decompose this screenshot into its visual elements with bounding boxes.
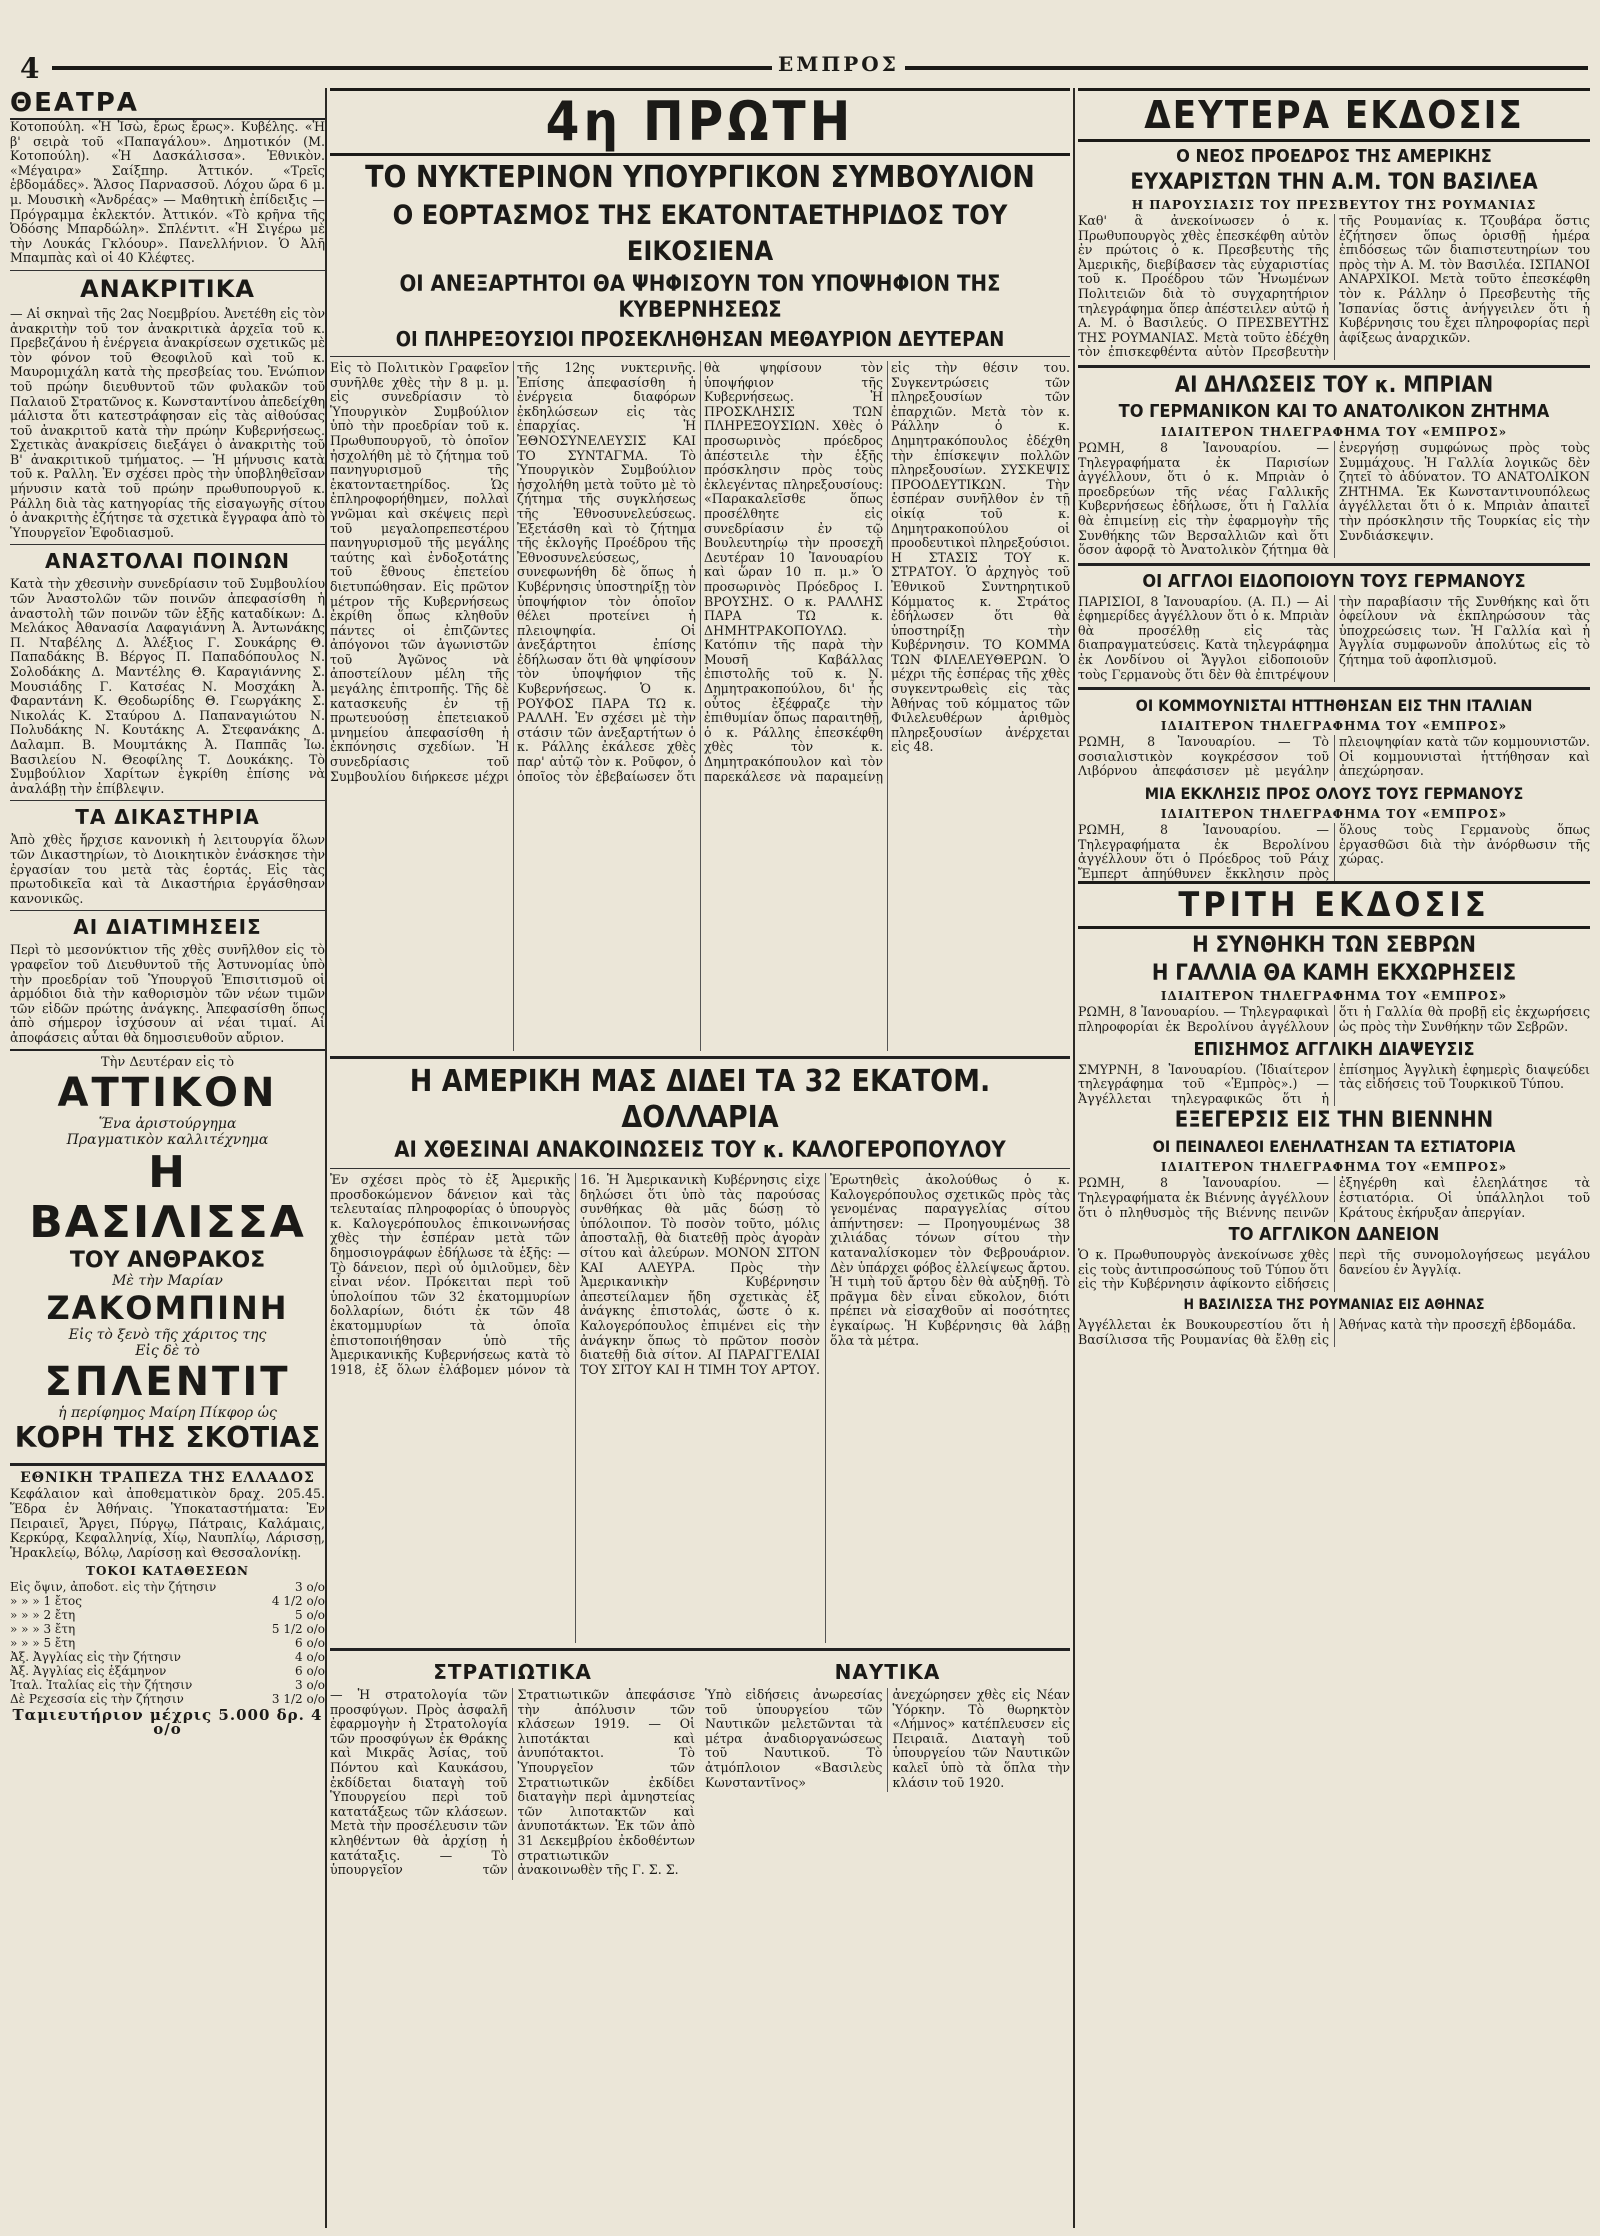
telegram-byline: ΙΔΙΑΙΤΕΡΟΝ ΤΗΛΕΓΡΑΦΗΜΑ ΤΟΥ «ΕΜΠΡΟΣ»	[1160, 719, 1508, 734]
story-body	[1078, 1248, 1590, 1292]
bottom-sections	[330, 1656, 1070, 1880]
theatre-heading: ΘΕΑΤΡΑ	[10, 88, 325, 120]
naval-body	[705, 1688, 1070, 1792]
telegram-byline: ΙΔΙΑΙΤΕΡΟΝ ΤΗΛΕΓΡΑΦΗΜΑ ΤΟΥ «ΕΜΠΡΟΣ»	[1160, 1160, 1508, 1175]
story-text: Ἀγγέλλεται ἐκ Βουκουρεστίου ὅτι ἡ Βασίλισσα τῆς Ρουμανίας θὰ ἔλθῃ εἰς Ἀθήνας κατὰ τὴν προσεχῆ ἑβδομάδα.	[1078, 1316, 1577, 1347]
military-heading: ΣΤΡΑΤΙΩΤΙΚΑ	[433, 1660, 592, 1684]
rate-value: 4 1/2 ο/ο	[271, 1594, 325, 1609]
rates-list	[10, 1580, 325, 1706]
anakritika-text: — Αἱ σκηναὶ τῆς 2ας Νοεμβρίου. Ἀνετέθη εἰς τὸν ἀνακριτὴν τοῦ τον ἀνακριτικὰ ἀρχεῖα τοῦ κ. Πρεβεζάνου ἡ ἐνέργεια ἀνακρίσεων σχετικῶς μὲ τὸν φόνον τοῦ Θεοφιλοῦ καὶ τοῦ κ. Μαυρομιχάλη κατὰ τὴς πρεσβείας του. Ἐνώπιον τοῦ πρώην διευθυντοῦ τῶν φυλακῶν τοῦ Παλαιοῦ Στρατῶνος κ. Κωνσταντίνου ἀπεδείχθη μάλιστα ὅτι κατεστράφησαν εἰς τὰς αἰθούσας τοῦ ἀνακριτοῦ κατὰ τὴν πρώην Κυβερνήσεως. Σχετικὰς ἀνακρίσεις διεξάγει ὁ ἀνακριτὴς τοῦ Β' ἀνακριτικοῦ τμήματος. — Ἡ μήνυσις κατὰ τοῦ κ. Ραλλη. Ἐν σχέσει πρὸς τὴν ὑποβληθεῖσαν μήνυσιν κατὰ τοῦ πρώην πρωθυπουργοῦ κ. Ράλλη διὰ τὰς κατηγορίας τῆς εἰσαγωγῆς σίτου ὁ ἀνακριτὴς ἐζήτησε τὰ σχετικὰ ἔγγραφα ἀπὸ τὸ Ὑπουργεῖον Ἐφοδιασμοῦ.	[10, 305, 325, 540]
paper-title: ΕΜΠΡΟΣ	[772, 52, 905, 76]
telegram-byline: ΙΔΙΑΙΤΕΡΟΝ ΤΗΛΕΓΡΑΦΗΜΑ ΤΟΥ «ΕΜΠΡΟΣ»	[1160, 807, 1508, 822]
headline: ΜΙΑ ΕΚΚΛΗΣΙΣ ΠΡΟΣ ΟΛΟΥΣ ΤΟΥΣ ΓΕΡΜΑΝΟΥΣ	[1144, 784, 1524, 804]
naval-heading: ΝΑΥΤΙΚΑ	[834, 1660, 941, 1684]
bank-title: ΕΘΝΙΚΗ ΤΡΑΠΕΖΑ ΤΗΣ ΕΛΛΑΔΟΣ	[20, 1470, 315, 1487]
column-divider	[325, 88, 327, 2228]
ad-line: Εἰς δὲ τὸ	[135, 1343, 200, 1360]
headline: ΕΠΙΣΗΜΟΣ ΑΓΓΛΙΚΗ ΔΙΑΨΕΥΣΙΣ	[1193, 1038, 1475, 1060]
cinema-advertisement	[10, 1049, 325, 1458]
ad-line: ἡ περίφημος Μαίρη Πίκφορ ὡς	[58, 1405, 277, 1422]
story-body	[1078, 1318, 1590, 1347]
headline: Ο ΝΕΟΣ ΠΡΟΕΔΡΟΣ ΤΗΣ ΑΜΕΡΙΚΗΣ	[1176, 146, 1492, 167]
story-text: ΡΩΜΗ, 8 Ἰανουαρίου. — Τηλεγραφήματα ἐκ Βιέννης ἀγγέλλουν ὅτι ὁ πληθυσμὸς τῆς Βιέννης πεινῶν ἐξηγέρθη καὶ ἐλεηλάτησε τὰ ἑστιατόρια. Οἱ ὑπάλληλοι τοῦ Κράτους ἐκήρυξαν ἀπεργίαν.	[1078, 1175, 1590, 1220]
anastoli-text: Κατὰ τὴν χθεσινὴν συνεδρίασιν τοῦ Συμβουλίου τῶν Ἀναστολῶν τῶν ποινῶν ἀπεφασίσθη ἡ ἀναστολὴ τῶν ποινῶν τῶν ἑξῆς καταδίκων: Δ. Μελάκος Ἀθανασία Λαφαγιάννη Ἀ. Ἀντωνάκης Π. Νταβέλης Δ. Ἀλέξιος Γ. Σουκάρης Θ. Παπαδάκης Β. Βέργος Π. Παπαδόπουλος Ν. Σολοδάκης Δ. Μαντέλης Θ. Καραγιάννης Σ. Μουσιάδης Γ. Κατσέας Ν. Μοσχάκη Ἀ. Φαραντάνη Κ. Θεοδωρίδης Θ. Γεωργάκης Σ. Νικολάς Κ. Σταύρου Δ. Παπαναγιώτου Ν. Πολυδάκης Ν. Κουτάκης Α. Στεφανάκης Δ. Δαλαμπ. Β. Μουμτάκης Ἀ. Παππᾶς Ἰω. Βασιλείου Ν. Θεοφίλης Τ. Δουκάκης. Τὸ Συμβούλιον Χαρίτων ἐγκρίθη ἐπίσης νὰ ἀναλάβῃ τὴν ἐπίβλεψιν.	[10, 576, 325, 796]
rate-label: » » » 1 ἔτος	[10, 1594, 82, 1609]
ad-line: Μὲ τὴν Μαρίαν	[112, 1273, 223, 1290]
military-text: — Ἡ στρατολογία τῶν προσφύγων. Πρὸς ἀσφαλῆ ἐφαρμογὴν ἡ Στρατολογία τῶν προσφύγων ἐκ Θράκης καὶ Μικρᾶς Ἀσίας, τοῦ Πόντου καὶ Καυκάσου, ἐκδίδεται διαταγὴ τοῦ Ὑπουργείου περὶ τοῦ κατατάξεως τῶν κλάσεων. Μετὰ τὴν προσέλευσιν τῶν κληθέντων θὰ ἀρχίσῃ ἡ κατάταξις. — Τὸ ὑπουργεῖον τῶν Στρατιωτικῶν ἀπεφάσισε τὴν ἀπόλυσιν τῶν κλάσεων 1919. — Οἱ λιποτάκται καὶ ἀνυπότακτοι. Τὸ Ὑπουργεῖον τῶν Στρατιωτικῶν ἐκδίδει διαταγὴν περὶ ἀμνηστείας τῶν λιποτακτῶν καὶ ἀνυποτάκτων. Ἐκ τῶν ἀπὸ 31 Δεκεμβρίου ἐκδοθέντων στρατιωτικῶν ἀνακοινωθὲν τῆς Γ. Σ. Σ.	[330, 1687, 695, 1878]
story-text: ΡΩΜΗ, 8 Ἰανουαρίου. — Τὸ σοσιαλιστικὸν κογκρέσσον τοῦ Λιβόρνου ἀπεφάσισεν μὲ μεγάλην πλειοψηφίαν κατὰ τῶν κομμουνιστῶν. Οἱ κομμουνισταὶ ἡττήθησαν καὶ ἀπεχώρησαν.	[1078, 734, 1590, 779]
rate-label: » » » 2 ἔτη	[10, 1608, 76, 1623]
headline: Η ΑΜΕΡΙΚΗ ΜΑΣ ΔΙΔΕΙ ΤΑ 32 ΕΚΑΤΟΜ. ΔΟΛΛΑΡΙΑ	[409, 1064, 991, 1135]
rate-value: 6 ο/ο	[295, 1664, 325, 1679]
headline: Η ΣΥΝΘΗΚΗ ΤΩΝ ΣΕΒΡΩΝ	[1192, 933, 1476, 959]
column-divider	[1073, 88, 1075, 2228]
masthead	[12, 52, 1588, 85]
rate-row	[10, 1580, 325, 1594]
rate-value: 3 ο/ο	[295, 1580, 325, 1595]
rate-row	[10, 1692, 325, 1706]
rate-row	[10, 1650, 325, 1664]
subheadline: Η ΠΑΡΟΥΣΙΑΣΙΣ ΤΟΥ ΠΡΕΣΒΕΥΤΟΥ ΤΗΣ ΡΟΥΜΑΝΙΑΣ	[1131, 198, 1537, 212]
center-column	[330, 88, 1070, 2228]
story-body	[1078, 214, 1590, 360]
anastoli-heading: ΑΝΑΣΤΟΛΑΙ ΠΟΙΝΩΝ	[44, 549, 291, 574]
rate-value: 3 ο/ο	[295, 1678, 325, 1693]
ad-star: ΖΑΚΟΜΠΙΝΗ	[46, 1289, 289, 1328]
right-column	[1078, 88, 1590, 2228]
ad-film-title: Η ΒΑΣΙΛΙΣΣΑ	[29, 1147, 306, 1249]
story-text: ΠΑΡΙΣΙΟΙ, 8 Ἰανουαρίου. (Α. Π.) — Αἱ ἐφημερίδες ἀγγέλλουν ὅτι ὁ κ. Μπριὰν θὰ προσέλθῃ εἰς τὰς διαπραγματεύσεις. Κατὰ τηλεγράφημα ἐκ Λονδίνου οἱ Ἄγγλοι εἰδοποιοῦν τοὺς Γερμανοὺς ὅτι δὲν θὰ ἐπιτρέψουν τὴν παραβίασιν τῆς Συνθήκης καὶ ὅτι ὀφείλουν νὰ ἐκπληρώσουν τὰς ὑποχρεώσεις των. Ἡ Γαλλία καὶ ἡ Ἀγγλία συμφωνοῦν ἀπολύτως εἰς τὸ ζήτημα τοῦ ἀφοπλισμοῦ.	[1078, 593, 1590, 682]
anakritika-heading: ΑΝΑΚΡΙΤΙΚΑ	[80, 274, 255, 303]
story-body	[1078, 441, 1590, 558]
story-body	[1078, 823, 1590, 881]
rate-value: 4 ο/ο	[295, 1650, 325, 1665]
headline: Η ΒΑΣΙΛΙΣΣΑ ΤΗΣ ΡΟΥΜΑΝΙΑΣ ΕΙΣ ΑΘΗΝΑΣ	[1183, 1296, 1485, 1313]
prices-text: Περὶ τὸ μεσονύκτιον τῆς χθὲς συνῆλθον εἰς τὸ γραφεῖον τοῦ Διευθυντοῦ τῆς Ἀστυνομίας ὑπὸ τὴν προεδρίαν τοῦ Ὑπουργοῦ Ἐπισιτισμοῦ οἱ ἀρμόδιοι διὰ τὴν καθορισμὸν τῶν νέων τιμῶν τῶν εἰδῶν πρώτης ἀνάγκης. Ἀπεφασίσθη ὅπως ἀπὸ σήμερον ἰσχύσουν αἱ νέαι τιμαί. Αἱ ἀποφάσεις αὗται θὰ δημοσιευθοῦν αὔριον.	[10, 942, 325, 1045]
telegram-byline: ΙΔΙΑΙΤΕΡΟΝ ΤΗΛΕΓΡΑΦΗΜΑ ΤΟΥ «ΕΜΠΡΟΣ»	[1160, 424, 1508, 439]
ad-film-subtitle: ΤΟΥ ΑΝΘΡΑΚΟΣ	[69, 1248, 266, 1274]
story-text: ΡΩΜΗ, 8 Ἰανουαρίου. — Τηλεγραφήματα ἐκ Παρισίων ἀγγέλλουν, ὅτι ὁ κ. Μπριὰν ὁ προεδρεύων τῆς νέας Γαλλικῆς Κυβερνήσεως ἐδήλωσε, ὅτι ἡ Γαλλία θὰ ἐπιμείνῃ εἰς τὴν ἐφαρμογὴν τῆς Συνθήκης τῶν Βερσαλλιῶν καὶ ὅτι ὅσον ἀφορᾷ τὸ Ἀνατολικὸν ζήτημα θὰ ἐνεργήσῃ συμφώνως πρὸς τοὺς Συμμάχους. Ἡ Γαλλία λογικῶς δὲν ζητεῖ τὸ ἀδύνατον. ΤΟ ΑΝΑΤΟΛΙΚΟΝ ΖΗΤΗΜΑ. Ἐκ Κωνσταντινουπόλεως ἀγγέλλεται ὅτι ὁ κ. Μπριὰν ἀπαιτεῖ τὴν πρόσκλησιν τῆς Τουρκίας εἰς τὴν Συνδιάσκεψιν.	[1078, 439, 1590, 558]
story-body	[1078, 1063, 1590, 1107]
ad-venue: ΣΠΛΕΝΤΙΤ	[44, 1359, 291, 1406]
story-text: Εἰς τὸ Πολιτικὸν Γραφεῖον συνῆλθε χθὲς τὴν 8 μ. μ. εἰς συνεδρίασιν τὸ Ὑπουργικὸν Συμβούλιον ὑπὸ τὴν προεδρίαν τοῦ κ. Πρωθυπουργοῦ, τὸ ὁποῖον ἠσχολήθη μὲ τὸ ζήτημα τοῦ πανηγυρισμοῦ τῆς ἑκατονταετηρίδος. Ὡς ἐπληροφορήθημεν, πολλαὶ γνῶμαι καὶ σκέψεις περὶ τοῦ μεγαλοπρεπεστέρου πανηγυρισμοῦ τῆς μεγάλης ταύτης καὶ ἐνδοξοτάτης τοῦ ἔθνους ἐπετείου διετυπώθησαν. Εἰς πρῶτον μέτρον τῆς Κυβερνήσεως ἐκρίθη ὅπως κληθοῦν πάντες οἱ ἐπιζῶντες ἀπόγονοι τῶν ἀγωνιστῶν τοῦ Ἀγῶνος νὰ ἀποστείλουν μέλη τῆς μεγάλης ἐπιτροπῆς. Τῆς δὲ κατασκευῆς ἐν τῇ πρωτευούσῃ ἐπετειακοῦ μνημείου ἀπεφασίσθη ἡ ἐκπόνησις σχεδίων. Ἡ συνεδρίασις τοῦ Συμβουλίου διήρκεσε μέχρι τῆς 12ης νυκτερινῆς. Ἐπίσης ἀπεφασίσθη ἡ ἐνέργεια διαφόρων ἐκδηλώσεων εἰς τὰς ἐπαρχίας. Ἡ ἘΘΝΟΣΥΝΕΛΕΥΣΙΣ ΚΑΙ ΤΟ ΣΥΝΤΑΓΜΑ. Τὸ Ὑπουργικὸν Συμβούλιον ἠσχολήθη μετὰ τοῦτο μὲ τὸ ζήτημα τῆς συγκλήσεως τῆς Ἐθνοσυνελεύσεως. Ἐξετάσθη καὶ τὸ ζήτημα τῆς ἐκλογῆς Προέδρου τῆς Ἐθνοσυνελεύσεως, συνεφωνήθη δὲ ὅπως ἡ Κυβέρνησις ὑποστηρίξῃ τὸν ὑποψήφιον τὸν ὁποῖον θέλει προτείνει ἡ πλειοψηφία. Οἱ ἀνεξάρτητοι ἐπίσης ἐδήλωσαν ὅτι θὰ ψηφίσουν τὸν ὑποψήφιον τῆς Κυβερνήσεως. Ὁ κ. ΡΟΥΦΟΣ ΠΑΡΑ ΤΩ κ. ΡΑΛΛΗ. Ἐν σχέσει μὲ τὴν στάσιν τῶν ἀνεξαρτήτων ὁ κ. Ράλλης ἐκάλεσε χθὲς παρ' αὐτῷ τὸν κ. Ροῦφον, ὁ ὁποῖος τὸν ἐβεβαίωσεν ὅτι θὰ ψηφίσουν τὸν ὑποψήφιον τῆς Κυβερνήσεως. Ἡ ΠΡΟΣΚΛΗΣΙΣ ΤΩΝ ΠΛΗΡΕΞΟΥΣΙΩΝ. Χθὲς ὁ προσωρινὸς πρόεδρος ἀπέστειλε τὴν ἑξῆς πρόσκλησιν πρὸς τοὺς ἐκλεγέντας πληρεξουσίους: «Παρακαλεῖσθε ὅπως προσέλθητε εἰς συνεδρίασιν ἐν τῷ Βουλευτηρίῳ τὴν προσεχῆ Δευτέραν 10 Ἰανουαρίου καὶ ὥραν 10 π. μ.» Ὁ προσωρινὸς Πρόεδρος Ι. ΒΡΟΥΣΗΣ. Ο κ. ΡΑΛΛΗΣ ΠΑΡΑ ΤΩ κ. ΔΗΜΗΤΡΑΚΟΠΟΥΛΩ. Κατόπιν τῆς παρὰ τὴν Μουσῆ Καβάλλας ἐπιστολῆς τοῦ κ. Ν. Δημητρακοπούλου, δι' ἧς οὗτος ἐξέφραζε τὴν ἐπιθυμίαν ὅπως παραιτηθῇ, ὁ κ. Ράλλης ἐπεσκέφθη χθὲς τὸν κ. Δημητρακόπουλον καὶ τὸν παρεκάλεσε νὰ παραμείνῃ εἰς τὴν θέσιν του. Συγκεντρώσεις τῶν πληρεξουσίων τῶν ἐπαρχιῶν. Μετὰ τὸν κ. Ράλλην ὁ κ. Δημητρακόπουλος ἐδέχθη τὴν ἐπίσκεψιν πολλῶν πληρεξουσίων. ΣΥΣΚΕΨΙΣ ΠΡΟΟΔΕΥΤΙΚΩΝ. Τὴν ἑσπέραν συνῆλθον ἐν τῇ οἰκίᾳ τοῦ κ. Δημητρακοπούλου οἱ προοδευτικοὶ πληρεξούσιοι. Η ΣΤΑΣΙΣ ΤΟΥ κ. ΣΤΡΑΤΟΥ. Ὁ ἀρχηγὸς τοῦ Ἐθνικοῦ Συντηρητικοῦ Κόμματος κ. Στράτος ἐδήλωσεν ὅτι θὰ ὑποστηρίξῃ τὴν Κυβέρνησιν. ΤΟ ΚΟΜΜΑ ΤΩΝ ΦΙΛΕΛΕΥΘΕΡΩΝ. Ὁ μέχρι τῆς ἑσπέρας τῆς χθὲς συγκεντρωθεὶς εἰς τὰς Ἀθήνας τοῦ κόμματος τῶν Φιλελευθέρων ἀριθμὸς πληρεξουσίων ἀνέρχεται εἰς 48.	[330, 361, 1070, 784]
story-text: Ὁ κ. Πρωθυπουργὸς ἀνεκοίνωσε χθὲς εἰς τοὺς ἀντιπροσώπους τοῦ Τύπου ὅτι εἰς τὴν Κυβέρνησιν ἀφίκοντο εἰδήσεις περὶ τῆς συνομολογήσεως μεγάλου δανείου ἐν Ἀγγλίᾳ.	[1078, 1247, 1590, 1292]
rate-row	[10, 1594, 325, 1608]
edition-title: 4η ΠΡΩΤΗ	[330, 88, 1070, 156]
story-text: Καθ' ἃ ἀνεκοίνωσεν ὁ κ. Πρωθυπουργὸς χθὲς ἐπεσκέφθη αὐτὸν ἐν πρώτοις ὁ κ. Πρεσβευτὴς τῆς Ἀμερικῆς, διεβίβασεν τὰς εὐχαριστίας τοῦ κ. Προέδρου τῶν Ἡνωμένων Πολιτειῶν διὰ τὸ συγχαρητήριον τηλεγράφημα ὅπερ ἀπέστειλεν αὐτῷ ἡ Α. Μ. ὁ Βασιλεύς. Ο ΠΡΕΣΒΕΥΤΗΣ ΤΗΣ ΡΟΥΜΑΝΙΑΣ. Μετὰ τοῦτο ἐδέχθη τὸν ἐπισκεφθέντα αὐτὸν Πρεσβευτὴν τῆς Ρουμανίας κ. Τζουβάρα ὅστις ἐζήτησεν ὅπως ὁρισθῇ ἡμέρα ἐπιδόσεως τῶν διαπιστευτηρίων του πρὸς τὴν Α. Μ. τὸν Βασιλέα. ΙΣΠΑΝΟΙ ΑΝΑΡΧΙΚΟΙ. Μετὰ τοῦτο ἐπεσκέφθη τὸν κ. Ράλλην ὁ Πρεσβευτὴς τῆς Ἰσπανίας ὅστις ἀνήγγειλεν ὅτι ἡ Κυβέρνησις του ἔχει πληροφορίας περὶ ἀφίξεως ἀναρχικῶν.	[1078, 213, 1590, 360]
edition-title: ΤΡΙΤΗ ΕΚΔΟΣΙΣ	[1078, 881, 1590, 929]
story-body	[330, 1173, 1070, 1643]
headline: Ο ΕΟΡΤΑΣΜΟΣ ΤΗΣ ΕΚΑΤΟΝΤΑΕΤΗΡΙΔΟΣ ΤΟΥ ΕΙΚΟΣΙΕΝΑ	[392, 200, 1008, 267]
courts-heading: ΤΑ ΔΙΚΑΣΤΗΡΙΑ	[75, 805, 260, 830]
ad-line: Ἕνα ἀριστούργημα	[98, 1116, 237, 1133]
headline: ΟΙ ΚΟΜΜΟΥΝΙΣΤΑΙ ΗΤΤΗΘΗΣΑΝ ΕΙΣ ΤΗΝ ΙΤΑΛΙΑΝ	[1135, 696, 1533, 716]
bank-text: Κεφάλαιον καὶ ἀποθεματικὸν δραχ. 205.45. Ἕδρα ἐν Ἀθήναις. Ὑποκαταστήματα: Ἐν Πειραιεῖ, Ἄργει, Πύργῳ, Πάτραις, Καλάμαις, Κερκύρᾳ, Κεφαλληνίᾳ, Χίῳ, Ναυπλίῳ, Λάρισσῃ, Ἡρακλείῳ, Βόλῳ, Λαρίσσῃ καὶ Θεσσαλονίκῃ.	[10, 1486, 325, 1560]
story-text: ΣΜΥΡΝΗ, 8 Ἰανουαρίου. (Ἰδιαίτερον τηλεγράφημα τοῦ «Ἐμπρὸς».) — Ἀγγέλλεται τηλεγραφικῶς ὅτι ἡ ἐπίσημος Ἀγγλικὴ ἐφημερὶς διαψεύδει τὰς εἰδήσεις τοῦ Τουρκικοῦ Τύπου.	[1078, 1061, 1590, 1106]
telegram-byline: ΙΔΙΑΙΤΕΡΟΝ ΤΗΛΕΓΡΑΦΗΜΑ ΤΟΥ «ΕΜΠΡΟΣ»	[1160, 989, 1508, 1004]
headline: ΟΙ ΑΓΓΛΟΙ ΕΙΔΟΠΟΙΟΥΝ ΤΟΥΣ ΓΕΡΜΑΝΟΥΣ	[1142, 570, 1526, 592]
rate-row	[10, 1678, 325, 1692]
rate-label: » » » 5 ἔτη	[10, 1636, 76, 1651]
headline: ΤΟ ΝΥΚΤΕΡΙΝΟΝ ΥΠΟΥΡΓΙΚΟΝ ΣΥΜΒΟΥΛΙΟΝ	[365, 160, 1035, 195]
rate-value: 3 1/2 ο/ο	[271, 1692, 325, 1707]
story-body	[330, 361, 1070, 1051]
ad-film-title: ΚΟΡΗ ΤΗΣ ΣΚΟΤΙΑΣ	[14, 1421, 321, 1455]
headline: ΑΙ ΧΘΕΣΙΝΑΙ ΑΝΑΚΟΙΝΩΣΕΙΣ ΤΟΥ κ. ΚΑΛΟΓΕΡΟΠΟΥΛΟΥ	[394, 1138, 1006, 1163]
ad-line: Πραγματικὸν καλλιτέχνημα	[66, 1132, 269, 1149]
page-number: 4	[20, 52, 40, 85]
headline: ΟΙ ΠΕΙΝΑΛΕΟΙ ΕΛΕΗΛΑΤΗΣΑΝ ΤΑ ΕΣΤΙΑΤΟΡΙΑ	[1152, 1137, 1516, 1157]
military-section	[330, 1656, 695, 1880]
left-column	[10, 88, 325, 2228]
headline: ΟΙ ΑΝΕΞΑΡΤΗΤΟΙ ΘΑ ΨΗΦΙΣΟΥΝ ΤΟΝ ΥΠΟΨΗΦΙΟΝ ΤΗΣ ΚΥΒΕΡΝΗΣΕΩΣ	[399, 272, 1001, 323]
story-body	[1078, 1005, 1590, 1036]
rates-title: ΤΟΚΟΙ ΚΑΤΑΘΕΣΕΩΝ	[86, 1564, 249, 1579]
naval-text: Ὑπὸ εἰδήσεις ἀνωρεσίας τοῦ ὑπουργείου τῶν Ναυτικῶν μελετῶνται τὰ μέτρα ἀναδιοργανώσεως τοῦ Ναυτικοῦ. Τὸ ἀτμόπλοιον «Βασιλεὺς Κωνσταντῖνος» ἀνεχώρησεν χθὲς εἰς Νέαν Ὑόρκην. Τὸ θωρηκτὸν «Λήμνος» κατέπλευσεν εἰς Πειραιᾶ. Διαταγὴ τοῦ ὑπουργείου τῶν Ναυτικῶν καλεῖ ὑπὸ τὰ ὅπλα τὴν κλάσιν τοῦ 1920.	[705, 1687, 1070, 1790]
ad-line: Τὴν Δευτέραν εἰς τὸ	[100, 1055, 235, 1071]
story-text: ΡΩΜΗ, 8 Ἰανουαρίου. — Τηλεγραφήματα ἐκ Βερολίνου ἀγγέλλουν ὅτι ὁ Πρόεδρος τοῦ Ράιχ Ἔμπερτ ἀπηύθυνεν ἔκκλησιν πρὸς ὅλους τοὺς Γερμανοὺς ὅπως ἐργασθῶσι διὰ τὴν ἀνόρθωσιν τῆς χώρας.	[1078, 822, 1590, 881]
rate-value: 6 ο/ο	[295, 1636, 325, 1651]
rate-row	[10, 1636, 325, 1650]
rate-value: 5 1/2 ο/ο	[271, 1622, 325, 1637]
headline: ΟΙ ΠΛΗΡΕΞΟΥΣΙΟΙ ΠΡΟΣΕΚΛΗΘΗΣΑΝ ΜΕΘΑΥΡΙΟΝ ΔΕΥΤΕΡΑΝ	[395, 327, 1005, 351]
rate-label: Ἀξ. Ἀγγλίας εἰς ἑξάμηνον	[10, 1664, 167, 1679]
bank-notice	[10, 1470, 325, 1739]
rate-label: Ἀξ. Ἀγγλίας εἰς τὴν ζήτησιν	[10, 1650, 181, 1665]
rate-label: Ἰταλ. Ἰταλίας εἰς τὴν ζήτησιν	[10, 1678, 193, 1693]
headline: Η ΓΑΛΛΙΑ ΘΑ ΚΑΜΗ ΕΚΧΩΡΗΣΕΙΣ	[1151, 961, 1517, 987]
rate-row	[10, 1608, 325, 1622]
courts-text: Ἀπὸ χθὲς ἤρχισε κανονικὴ ἡ λειτουργία ὅλων τῶν Δικαστηρίων, τὸ Διοικητικὸν ἐνάσκησε τὴν ἐργασίαν του μετὰ τὰς ἑορτάς. Εἰς τὰς πρωτοδικεῖα καὶ τὰ Δικαστήρια ἐργάσθησαν κανονικῶς.	[10, 832, 325, 906]
naval-section	[705, 1656, 1070, 1880]
theatre-text: Κοτοπούλη. «Ἡ Ἰσὼ, ἔρως ἔρως». Κυβέλης. «Ἡ β' σειρὰ τοῦ «Παπαγάλου». Δημοτικόν (Μ. Κοτοπούλη). «Ἡ Δασκάλισσα». Ἐθνικὸν. «Μέγαιρα» Σαίξπηρ. Ἀττικόν. «Τρεῖς ἑβδομάδες». Ἄλσος Παρνασσοῦ. Λόχου ὥρα 6 μ. μ. Μουσικὴ «Ἀνδρέας» — Μαθητικὴ ἐπίδειξις — Πρόγραμμα ἐκλεκτόν. Ἀττικόν. «Τὸ κρῆνα τῆς Ὀδόσης Μπαρδώλη». Σπλέντιτ. «Ἡ Σιγέρω μὲ τὴν Λουκάς Γκλόουρ». Πανελλήνιον. Ὁ Ἀλῆ Μπαμπὰς καὶ οἱ 40 Κλέφτες.	[10, 119, 325, 266]
rate-value: 5 ο/ο	[295, 1608, 325, 1623]
story-body	[1078, 595, 1590, 683]
headline: ΤΟ ΑΓΓΛΙΚΟΝ ΔΑΝΕΙΟΝ	[1228, 1224, 1440, 1246]
story-body	[1078, 735, 1590, 781]
story-text: Ἐν σχέσει πρὸς τὸ ἐξ Ἀμερικῆς προσδοκώμενον δάνειον καὶ τὰς τελευταίας πληροφορίας ὁ ὑπουργὸς κ. Καλογερόπουλος ἐπικοινωνήσας χθὲς τὴν ἑσπέραν μετὰ τῶν δημοσιογράφων ἐδήλωσε τὰ ἑξῆς: — Τὸ δάνειον, περὶ οὗ ὁμιλοῦμεν, δὲν εἶναι νέον. Πρόκειται περὶ τοῦ ὑπολοίπου τῶν 32 ἑκατομμυρίων δολλαρίων, διότι ἐκ τῶν 48 ἑκατομμυρίων τὰ ὁποῖα ἐπιστοποιήθησαν ὑπὸ τῆς Ἀμερικανικῆς Κυβερνήσεως κατὰ τὸ 1918, ἐξ ὅλων ἐλάβομεν μόνον τὰ 16. Ἡ Ἀμερικανικὴ Κυβέρνησις εἶχε δηλώσει ὅτι ὑπὸ τὰς παρούσας συνθήκας θὰ μᾶς δώσῃ τὸ ὑπόλοιπον. Τὸ ποσὸν τοῦτο, μόλις ἀποσταλῇ, θὰ διατεθῇ πρὸς ἀγορὰν σίτου καὶ ἀλεύρων. ΜΟΝΟΝ ΣΙΤΟΝ ΚΑΙ ΑΛΕΥΡΑ. Πρὸς τὴν Ἀμερικανικὴν Κυβέρνησιν ἀπεστείλαμεν ἤδη σχετικὰς ἐξ ἀνάγκης ἐπιστολάς, ὥστε ὁ κ. Καλογερόπουλος ἐπιμένει εἰς τὴν ἀνάγκην ὅπως τὸ πρῶτον ποσὸν διατεθῇ διὰ σίτον. ΑΙ ΠΑΡΑΓΓΕΛΙΑΙ ΤΟΥ ΣΙΤΟΥ ΚΑΙ Η ΤΙΜΗ ΤΟΥ ΑΡΤΟΥ. Ἐρωτηθεὶς ἀκολούθως ὁ κ. Καλογερόπουλος σχετικῶς πρὸς τὰς γενομένας παραγγελίας σίτου ἀπήντησεν: — Προηγουμένως 38 χιλιάδας τόνων σίτου τὴν καταναλίσκομεν τὸν Φεβρουάριον. Δὲν ὑπάρχει φόβος ἐλλείψεως ἄρτου. Ἡ τιμὴ τοῦ ἄρτου δὲν θὰ αὐξηθῇ. Τὸ πρᾶγμα δὲν εἶναι εὔκολον, διότι πρέπει νὰ εἰσαχθοῦν αἱ ποσότητες ἐγκαίρως. Ἡ Κυβέρνησις θὰ λάβῃ ὅλα τὰ μέτρα.	[330, 1173, 1070, 1377]
rate-label: Δὲ Ρεχεσσία εἰς τὴν ζήτησιν	[10, 1692, 184, 1707]
headline: ΤΟ ΓΕΡΜΑΝΙΚΟΝ ΚΑΙ ΤΟ ΑΝΑΤΟΛΙΚΟΝ ΖΗΤΗΜΑ	[1118, 400, 1550, 422]
headline: ΕΞΕΓΕΡΣΙΣ ΕΙΣ ΤΗΝ ΒΙΕΝΝΗΝ	[1174, 1108, 1494, 1134]
ad-venue: ΑΤΤΙΚΟΝ	[57, 1070, 278, 1117]
headline: ΑΙ ΔΗΛΩΣΕΙΣ ΤΟΥ κ. ΜΠΡΙΑΝ	[1174, 372, 1494, 398]
rate-row	[10, 1664, 325, 1678]
story-text: ΡΩΜΗ, 8 Ἰανουαρίου. — Τηλεγραφικαὶ πληροφορίαι ἐκ Βερολίνου ἀγγέλλουν ὅτι ἡ Γαλλία θὰ προβῇ εἰς ἐκχωρήσεις ὡς πρὸς τὴν Συνθήκην τῶν Σεβρῶν.	[1078, 1004, 1590, 1034]
rate-label: Εἰς ὄψιν, ἀποδοτ. εἰς τὴν ζήτησιν	[10, 1580, 217, 1595]
rate-row	[10, 1622, 325, 1636]
edition-title: ΔΕΥΤΕΡΑ ΕΚΔΟΣΙΣ	[1078, 88, 1590, 142]
rate-label: » » » 3 ἔτη	[10, 1622, 76, 1637]
headline: ΕΥΧΑΡΙΣΤΩΝ ΤΗΝ Α.Μ. ΤΟΝ ΒΑΣΙΛΕΑ	[1130, 170, 1538, 195]
savings-line: Ταμιευτήριον μέχρις 5.000 δρ. 4 ο/ο	[12, 1706, 323, 1739]
prices-heading: ΑΙ ΔΙΑΤΙΜΗΣΕΙΣ	[73, 915, 262, 940]
ad-line: Εἰς τὸ ξενὸ τῆς χάριτος της	[68, 1327, 267, 1344]
story-body	[1078, 1176, 1590, 1222]
military-body	[330, 1688, 695, 1880]
